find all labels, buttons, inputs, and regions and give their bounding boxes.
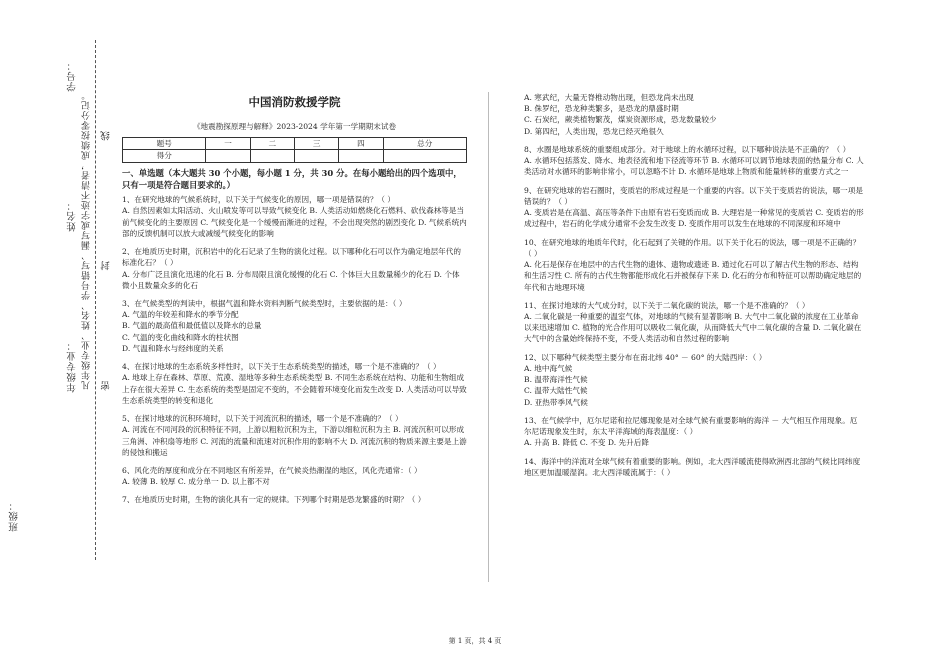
question-options: A. 分布广泛且演化迅速的化石 B. 分布局限且演化缓慢的化石 C. 个体巨大且数量稀少的化石 D. 个体微小且数量众多的化石: [122, 269, 460, 290]
table-cell: 四: [339, 138, 383, 150]
option-line: C. 石炭纪，蕨类植物繁茂，煤炭资源形成，恐龙数量较少: [524, 115, 717, 125]
table-cell: 三: [294, 138, 338, 150]
option-line: B. 侏罗纪，恐龙种类繁多，是恐龙的鼎盛时期: [524, 104, 679, 114]
question-options: A. 较薄 B. 较厚 C. 成分单一 D. 以上都不对: [122, 477, 270, 487]
seal-mark-3: 密: [101, 380, 112, 391]
right-column: [524, 92, 864, 478]
question-options: A. 升高 B. 降低 C. 不变 D. 先升后降: [524, 438, 649, 448]
question-stem: 14、海洋中的洋流对全球气候有着重要的影响。例如，北大西洋暖流使得欧洲西北部的气候比同纬度地区更加温暖湿润。北大西洋暖流属于：（ ）: [524, 456, 861, 477]
question-stem: 6、风化壳的厚度和成分在不同地区有所差异，在气候炎热潮湿的地区，风化壳通常：（ ）: [122, 466, 422, 476]
school-title: 中国消防救援学院: [248, 95, 341, 109]
option-line: C. 温带大陆性气候: [524, 386, 588, 396]
question-stem: 8、水圈是地球系统的重要组成部分。对于地球上的水循环过程，以下哪种说法是不正确的？（ ）: [524, 144, 851, 154]
question-stem: 12、以下哪种气候类型主要分布在南北纬 40° － 60° 的大陆西岸：（ ）: [524, 352, 767, 362]
exam-title: 《地震勘探原理与解释》2023-2024 学年第一学期期末试卷: [192, 122, 397, 132]
option-line: B. 气温的最高值和最低值以及降水的总量: [122, 321, 262, 331]
score-input-cell[interactable]: [206, 150, 250, 162]
question-stem: 10、在研究地球的地质年代时，化石起到了关键的作用。以下关于化石的说法，哪一项是不正确的？（ ）: [524, 237, 861, 258]
score-input-cell[interactable]: [250, 150, 294, 162]
question-options: A. 自然因素如太阳活动、火山喷发等可以导致气候变化 B. 人类活动如燃烧化石燃料、砍伐森林等是当前气候变化的主要原因 C. 气候变化是一个缓慢而渐进的过程，不会出现突然的剧烈变化 D. 气候系统内部的反馈机制可以放大或减缓气候变化的影响: [122, 206, 467, 238]
question-options: A. 水循环包括蒸发、降水、地表径流和地下径流等环节 B. 水循环可以调节地球表面的热量分布 C. 人类活动对水循环的影响非常小，可以忽略不计 D. 水循环是地球上物质和能量转移的重要方式之一: [524, 156, 864, 177]
question-stem: 5、在探讨地球的沉积环境时，以下关于河流沉积的描述，哪一个是不准确的？（ ）: [122, 414, 403, 424]
question-stem: 11、在探讨地球的大气成分时，以下关于二氧化碳的说法，哪一个是不准确的？（ ）: [524, 300, 810, 310]
section-heading: 一、单选题（本大题共 30 个小题，每小题 1 分，共 30 分。在每小题给出的四个选项中，只有一项是符合题目要求的。）: [122, 167, 462, 190]
table-cell: 得分: [123, 150, 206, 162]
question-stem: 9、在研究地球的岩石圈时，变质岩的形成过程是一个重要的内容。以下关于变质岩的说法，哪一项是错误的？（ ）: [524, 185, 863, 206]
question-stem: 2、在地质历史时期，沉积岩中的化石记录了生物的演化过程。以下哪种化石可以作为确定地层年代的标准化石？（ ）: [122, 247, 461, 268]
school-label: 班级：: [9, 500, 20, 532]
question-options: A. 变质岩是在高温、高压等条件下由原有岩石变质而成 B. 大理岩是一种常见的变质岩 C. 变质岩的形成过程中，岩石的化学成分通常不会发生改变 D. 变质作用可以发生在地球的不同深度和环境中: [524, 208, 864, 229]
name-label: 姓名：: [67, 200, 78, 232]
question-options: A. 二氧化碳是一种重要的温室气体，对地球的气候有显著影响 B. 大气中二氧化碳的浓度在工业革命以来迅速增加 C. 植物的光合作用可以吸收二氧化碳，从而降低大气中二氧化碳的含量 D. 二氧化碳在大气中的含量始终保持不变，不受人类活动和自然过程的影响: [524, 311, 862, 344]
binding-line: [95, 40, 96, 560]
question-stem: 13、在气候学中，厄尔尼诺和拉尼娜现象是对全球气候有重要影响的海洋 － 大气相互作用现象。厄尔尼诺现象发生时，东太平洋海域的海表温度：（ ）: [524, 415, 858, 437]
question-options: A. 河流在不同河段的沉积特征不同，上游以粗粒沉积为主，下游以细粒沉积为主 B. 河流沉积可以形成三角洲、冲积扇等地形 C. 河流的流量和流速对沉积作用的影响不大 D. 河流沉积的物质来源主要是上游的侵蚀和搬运: [122, 425, 467, 457]
score-input-cell[interactable]: [383, 150, 466, 162]
option-line: D. 气温和降水与经纬度的关系: [122, 343, 224, 353]
score-input-cell[interactable]: [339, 150, 383, 162]
binding-margin: [0, 0, 110, 672]
option-line: A. 气温的年较差和降水的季节分配: [122, 310, 239, 320]
score-value-row: [123, 150, 467, 162]
student-id-label: 学号：: [67, 60, 78, 92]
column-divider: [488, 92, 489, 582]
score-table: [122, 137, 467, 162]
table-cell: 总分: [383, 138, 466, 150]
option-line: C. 气温的变化曲线和降水的柱状图: [122, 332, 239, 342]
class-label: 年级专业：: [67, 340, 78, 393]
question-stem: 3、在气候类型的判读中，根据气温和降水资料判断气候类型时，主要依据的是：（ ）: [122, 298, 407, 308]
page-number: 第 1 页，共 4 页: [448, 637, 502, 645]
question-options: A. 化石是保存在地层中的古代生物的遗体、遗物或遗迹 B. 通过化石可以了解古代生物的形态、结构和生活习性 C. 所有的古代生物都能形成化石并被保存下来 D. 化石的分布和特征可以帮助确定地层的年代和古地理环境: [524, 260, 862, 292]
notice-text: 凡年级专业、姓名、学号错写、漏写或字迹不清者，成绩按零分记。: [82, 90, 92, 390]
table-cell: 题号: [123, 138, 206, 150]
question-stem: 4、在探讨地球的生态系统多样性时，以下关于生态系统类型的描述，哪一个是不准确的？（ ）: [122, 362, 441, 372]
option-line: A. 寒武纪，大量无脊椎动物出现，但恐龙尚未出现: [524, 93, 694, 102]
question-options: A. 地球上存在森林、草原、荒漠、湿地等多种生态系统类型 B. 不同生态系统在结构、功能和生物组成上存在很大差异 C. 生态系统的类型是固定不变的，不会随着环境变化而发生改变 D. 人类活动可以导致生态系统类型的转变和退化: [122, 373, 467, 405]
score-header-row: [123, 138, 467, 150]
score-input-cell[interactable]: [294, 150, 338, 162]
option-line: D. 第四纪，人类出现，恐龙已经灭绝很久: [524, 126, 664, 136]
table-cell: 一: [206, 138, 250, 150]
option-line: B. 温带海洋性气候: [524, 375, 588, 385]
question-stem: 7、在地质历史时期，生物的演化具有一定的规律。下列哪个时期是恐龙繁盛的时期？（ ）: [122, 495, 426, 505]
seal-mark-1: 线: [101, 130, 112, 141]
seal-mark-2: 封: [101, 260, 112, 271]
option-line: A. 地中海气候: [524, 363, 573, 373]
question-stem: 1、在研究地球的气候系统时，以下关于气候变化的原因，哪一项是错误的？（ ）: [122, 195, 396, 205]
option-line: D. 亚热带季风气候: [524, 397, 588, 407]
left-column: [122, 88, 467, 506]
table-cell: 二: [250, 138, 294, 150]
